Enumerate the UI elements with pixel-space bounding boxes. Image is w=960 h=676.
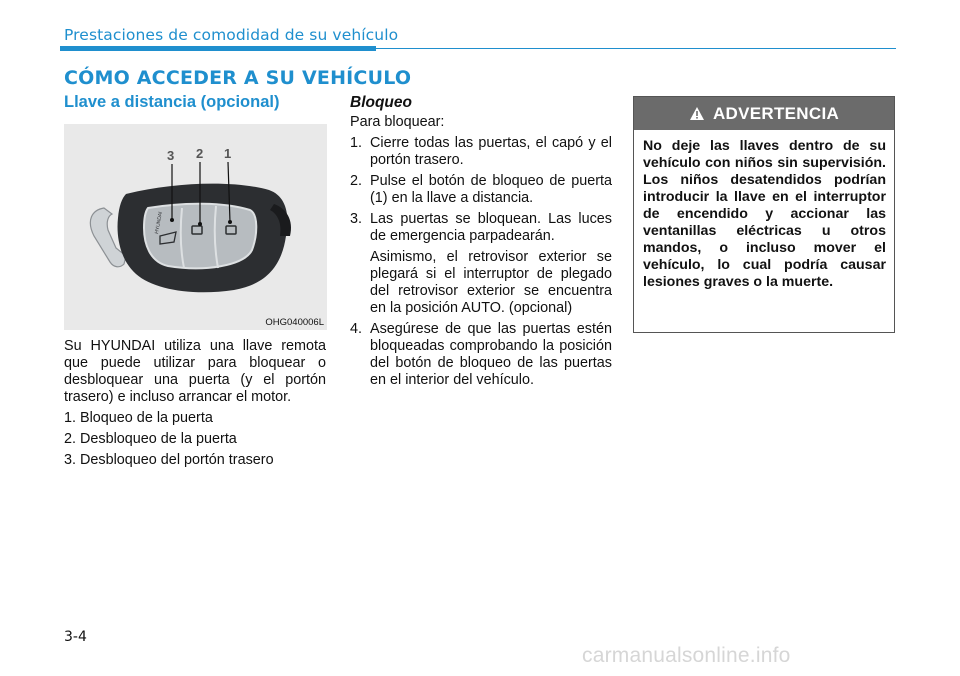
step-text: Pulse el botón de bloqueo de puerta (1) en la llave a distancia. xyxy=(370,173,612,206)
warning-title: ADVERTENCIA xyxy=(712,103,840,123)
section-title: CÓMO ACCEDER A SU VEHÍCULO xyxy=(64,67,412,89)
warning-box xyxy=(633,96,895,333)
list-item: 2. Desbloqueo de la puerta xyxy=(64,431,237,447)
page-number: 3-4 xyxy=(64,629,87,645)
warning-header xyxy=(634,97,894,130)
list-item xyxy=(350,211,612,317)
chapter-title: Prestaciones de comodidad de su vehículo xyxy=(64,26,399,44)
figure-code: OHG040006L xyxy=(265,317,324,328)
middle-column xyxy=(350,94,612,393)
intro-paragraph: Su HYUNDAI utiliza una llave remota que puede utilizar para bloquear o desbloquear una puerta (y el portón trasero) e incluso arrancar el motor. xyxy=(64,338,326,405)
list-item xyxy=(350,135,612,169)
remote-key-figure xyxy=(64,124,327,330)
warning-triangle-icon xyxy=(689,106,705,121)
list-item xyxy=(350,173,612,207)
key-brand-text: HYUNDAI xyxy=(154,211,164,235)
left-column xyxy=(64,338,326,473)
warning-text: No deje las llaves dentro de su vehículo con niños sin supervisión. Los niños desatendidos podrían introducir la llave en el interruptor de encendido y accionar las ventanillas eléctricas u otros mandos, o incluso mover el vehículo, lo cual podría causar lesiones graves o la muerte. xyxy=(643,138,886,290)
step-text: Asegúrese de que las puertas estén bloqueadas comprobando la posición del botón de bloqueo de las puertas en el interior del vehículo. xyxy=(370,321,612,388)
step-number: 2. xyxy=(350,173,363,189)
callout-3: 3 xyxy=(167,148,175,163)
lock-steps-list xyxy=(350,135,612,389)
list-item xyxy=(350,321,612,389)
watermark: carmanualsonline.info xyxy=(582,644,791,667)
list-item: 1. Bloqueo de la puerta xyxy=(64,410,213,426)
chapter-bar xyxy=(60,46,376,51)
section-subtitle: Llave a distancia (opcional) xyxy=(64,93,280,111)
step-note: Asimismo, el retrovisor exterior se plegará si el interruptor de plegado del retrovisor exterior se encuentra en la posición AUTO. (opcional) xyxy=(370,249,612,316)
step-number: 4. xyxy=(350,321,363,337)
step-number: 3. xyxy=(350,211,363,227)
chapter-rule xyxy=(376,48,896,49)
callout-2: 2 xyxy=(196,146,204,161)
button-legend-list xyxy=(64,410,326,469)
step-number: 1. xyxy=(350,135,363,151)
list-item: 3. Desbloqueo del portón trasero xyxy=(64,452,274,468)
callout-1: 1 xyxy=(224,146,232,161)
remote-key-illustration xyxy=(64,124,327,330)
bloqueo-lead: Para bloquear: xyxy=(350,114,445,130)
step-text: Cierre todas las puertas, el capó y el portón trasero. xyxy=(370,135,612,168)
step-text: Las puertas se bloquean. Las luces de emergencia parpadearán. xyxy=(370,211,612,244)
bloqueo-heading: Bloqueo xyxy=(350,94,412,111)
